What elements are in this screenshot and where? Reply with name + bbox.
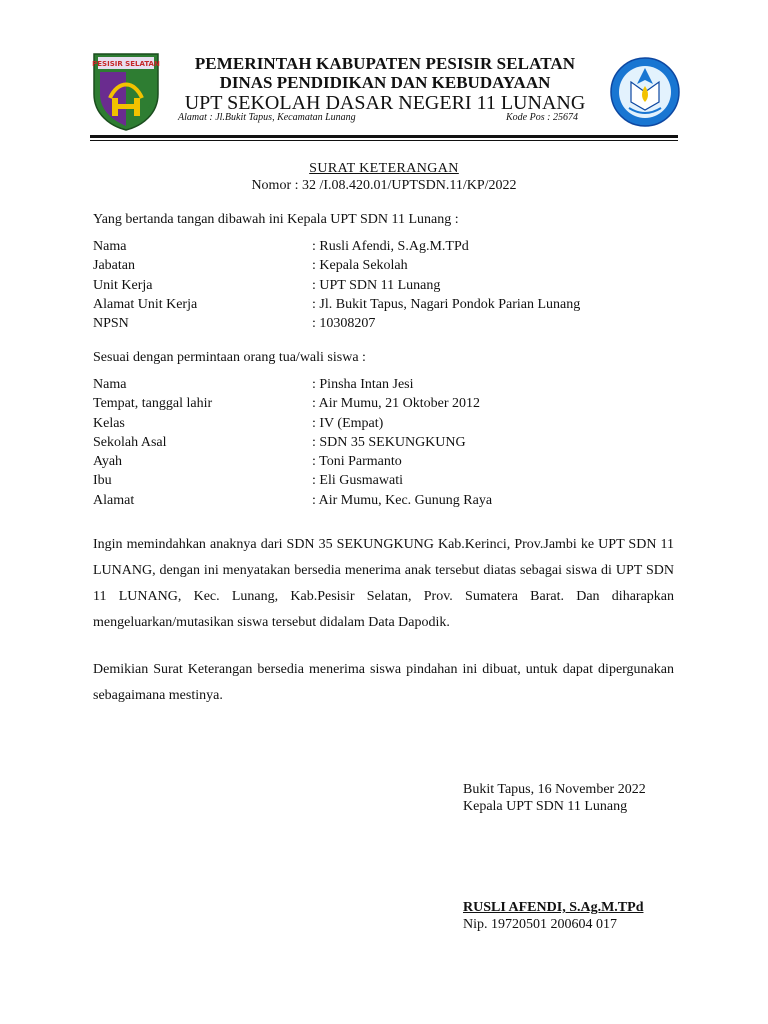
intro-text: Yang bertanda tangan dibawah ini Kepala UPT SDN 11 Lunang :: [93, 212, 459, 227]
field-label: Sekolah Asal: [93, 434, 167, 450]
field-label: Unit Kerja: [93, 277, 153, 293]
field-row: [93, 295, 653, 314]
field-label: Ayah: [93, 454, 123, 470]
svg-text:PESISIR SELATAN: PESISIR SELATAN: [92, 60, 160, 68]
field-value: : Toni Parmanto: [312, 454, 402, 470]
field-label: Jabatan: [93, 258, 135, 274]
student-fields: [93, 375, 653, 510]
field-value: : UPT SDN 11 Lunang: [312, 277, 441, 293]
field-row: [93, 394, 653, 413]
field-value: : Pinsha Intan Jesi: [312, 377, 414, 392]
field-row: [93, 237, 653, 256]
postal-code: Kode Pos : 25674: [506, 112, 578, 123]
pesisir-selatan-logo: [90, 50, 162, 132]
field-label: Nama: [93, 377, 127, 392]
field-label: Alamat Unit Kerja: [93, 296, 198, 312]
field-value: : 10308207: [312, 316, 376, 332]
field-row: [93, 414, 653, 433]
letterhead-rule-thick: [90, 135, 678, 138]
field-row: [93, 375, 653, 394]
field-label: Kelas: [93, 415, 125, 431]
field-label: Ibu: [93, 473, 112, 489]
letterhead: [165, 54, 605, 114]
request-intro-text: Sesuai dengan permintaan orang tua/wali siswa :: [93, 350, 366, 365]
field-value: : Jl. Bukit Tapus, Nagari Pondok Parian Lunang: [312, 296, 581, 312]
letterhead-rule-thin: [90, 140, 678, 141]
field-value: : Air Mumu, Kec. Gunung Raya: [312, 492, 493, 508]
field-value: : Kepala Sekolah: [312, 258, 408, 274]
field-label: Tempat, tanggal lahir: [93, 396, 213, 412]
field-value: : Rusli Afendi, S.Ag.M.TPd: [312, 239, 469, 254]
agency-name: DINAS PENDIDIKAN DAN KEBUDAYAAN: [219, 73, 551, 92]
field-value: : Eli Gusmawati: [312, 473, 403, 489]
field-label: NPSN: [93, 316, 129, 332]
letter-title: SURAT KETERANGAN: [309, 161, 459, 176]
field-row: [93, 471, 653, 490]
signature-name: RUSLI AFENDI, S.Ag.M.TPd: [463, 900, 644, 915]
letter-number: Nomor : 32 /I.08.420.01/UPTSDN.11/KP/2022: [251, 178, 517, 193]
signature-place-date: Bukit Tapus, 16 November 2022: [463, 782, 646, 797]
signature-nip: Nip. 19720501 200604 017: [463, 917, 617, 932]
field-row: [93, 452, 653, 471]
signer-fields: [93, 237, 653, 333]
field-row: [93, 256, 653, 275]
field-value: : Air Mumu, 21 Oktober 2012: [312, 396, 480, 412]
field-row: [93, 276, 653, 295]
field-label: Nama: [93, 239, 127, 254]
body-paragraph-transfer: Ingin memindahkan anaknya dari SDN 35 SEKUNGKUNG Kab.Kerinci, Prov.Jambi ke UPT SDN 11 LUNANG, dengan ini menyatakan bersedia menerima anak tersebut diatas sebagai siswa di UPT SDN 11 LUNANG, Kec. Lunang, Kab.Pesisir Selatan, Prov. Sumatera Barat. Dan diharapkan mengeluarkan/mutasikan siswa tersebut didalam Data Dapodik.: [93, 537, 674, 630]
field-label: Alamat: [93, 492, 135, 508]
signature-position: Kepala UPT SDN 11 Lunang: [463, 799, 628, 814]
field-value: : IV (Empat): [312, 415, 384, 431]
field-value: : SDN 35 SEKUNGKUNG: [312, 434, 466, 450]
field-row: [93, 433, 653, 452]
school-address: Alamat : Jl.Bukit Tapus, Kecamatan Lunang: [178, 112, 356, 123]
government-name: PEMERINTAH KABUPATEN PESISIR SELATAN: [194, 54, 576, 73]
school-name: UPT SEKOLAH DASAR NEGERI 11 LUNANG: [184, 92, 586, 114]
tut-wuri-handayani-logo: [609, 52, 681, 132]
field-row: [93, 314, 653, 333]
body-paragraph-closing: Demikian Surat Keterangan bersedia menerima siswa pindahan ini dibuat, untuk dapat dipergunakan sebagaimana mestinya.: [93, 662, 674, 703]
field-row: [93, 491, 653, 510]
